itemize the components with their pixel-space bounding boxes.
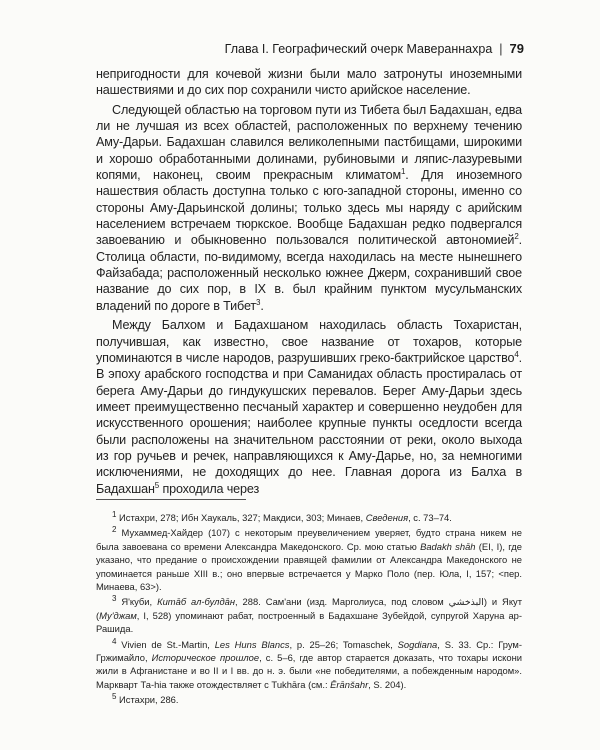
footnote-3-text-b: , 288. Сам'ани (изд. Марголиуса, под словом xyxy=(235,596,449,608)
footnote-4-italic-c: Историческое прошлое xyxy=(151,652,260,664)
paragraph-2-text-d: . xyxy=(260,298,264,313)
footnote-2 xyxy=(96,526,522,593)
footnote-ref-2: 2 xyxy=(514,232,519,242)
footnotes xyxy=(96,511,522,709)
chapter-title: Глава I. Географический очерк Мавераннахра xyxy=(224,42,493,56)
footnote-4-italic-a: Les Huns Blancs xyxy=(214,638,290,650)
footnote-5-mark: 5 xyxy=(112,692,117,702)
paragraph-3-text-c: проходила через xyxy=(159,481,260,496)
paragraph-2-text-a: Следующей областью на торговом пути из Тибета был Бадахшан, едва ли не лучшая из всех областей, расположенных по верхнему течению Аму-Дарьи. Бадахшан славился великолепными пастбищами, широкими и хорошо обработанными долинами, рубиновыми и ляпис-лазуревыми копями, наконец, своим прекрасным климатом xyxy=(96,102,522,183)
footnote-ref-1: 1 xyxy=(400,166,406,176)
footnote-2-mark: 2 xyxy=(112,525,117,535)
page-number: 79 xyxy=(509,41,524,56)
footnote-5 xyxy=(96,693,522,706)
running-header xyxy=(96,41,524,56)
footnote-4 xyxy=(96,638,522,692)
footnote-3-italic-b: Му'джам xyxy=(99,609,137,621)
footnote-ref-3: 3 xyxy=(256,297,261,307)
paragraph-3-text-b: . В эпоху арабского господства и при Саманидах область простиралась от берега Аму-Дарьи до гиндукушских перевалов. Берег Аму-Дарьи здесь имеет преимущественно песчаный характер и совершенно неудобен для искусственного орошения; наиболее крупные пункты оседлости всегда были расположены на значительном расстоянии от реки, около выхода из гор ручьев и речек, направляющихся к Аму-Дарье, но, за немногими исключениями, не доходящих до нее. Главная дорога из Балха в Бадахшан xyxy=(96,350,522,496)
footnote-3-italic-a: Китāб ал-булдāн xyxy=(157,596,236,608)
footnote-4-text-d: , с. 5–6, где автор старается доказать, что тохары искони жили в Афганистане и во II и I вв. до н. э. были «не победителями, а побежденным народом». Маркварт Та-hia также отождествляет с Tukhāra (см.: xyxy=(96,652,522,690)
paragraph-2-text-b: . Для иноземного нашествия область доступна только с юго-западной стороны, именно со стороны Аму-Дарьинской долины; только здесь мы наряду с арийским населением встречаем тюркское. Вообще Бадахшан редко подвергался завоеванию и обыкновенно пользовался политической автономией xyxy=(96,168,522,248)
footnote-4-text-e: , S. 204). xyxy=(368,678,407,690)
footnote-4-text-a: Vivien de St.-Martin, xyxy=(116,638,215,650)
footnote-divider xyxy=(96,499,246,500)
footnote-1-text: Истахри, 278; Ибн Хаукаль, 327; Макдиси, 303; Минаев, xyxy=(116,512,366,523)
paragraph-3 xyxy=(96,317,522,497)
footnote-4-text-b: , p. 25–26; Tomaschek, xyxy=(289,638,398,650)
footnote-4-italic-d: Ērānšahr xyxy=(330,678,369,690)
footnote-3 xyxy=(96,595,522,635)
footnote-1-mark: 1 xyxy=(112,509,117,519)
footnote-2-text-b: (EI, I), где указано, что предание о происхождении правящей фамилии от Александра Македонского не упоминается раньше XIII в.; оно впервые встречается у Марко Поло (пер. Юла, I, 157; <пер. Минаева, 63>). xyxy=(96,540,522,593)
paragraph-2-text-c: . Столица области, по-видимому, всегда находилась на месте нынешнего Файзабада; расположенный несколько южнее Джерм, сохранивший свое название до сих пор, в IX в. был крайним пунктом мусульманских владений по дороге в Тибет xyxy=(96,233,522,313)
footnote-2-text-a: Мухаммед-Хайдер (107) с некоторым преувеличением уверяет, будто страна никем не была завоевана со времени Александра Македонского. Ср. мою статью xyxy=(96,527,522,552)
footnote-5-text: Истахри, 286. xyxy=(116,694,179,706)
header-separator: | xyxy=(499,42,503,56)
footnote-3-text-d: , I, 528) упоминают рабат, построенный в Бадахшане Зубейдой, супругой Харуна ар-Рашида. xyxy=(96,609,522,635)
footnote-3-text-a: Я'куби, xyxy=(116,596,158,608)
footnote-3-arabic: البذخشي xyxy=(448,596,484,608)
paragraph-2 xyxy=(96,102,522,314)
footnote-3-text-c: ) и Якут ( xyxy=(96,596,523,621)
footnote-ref-5: 5 xyxy=(154,480,160,490)
footnote-1-end: , с. 73–74. xyxy=(408,512,452,523)
footnote-2-italic: Badakh shāh xyxy=(420,540,476,552)
footnote-ref-4: 4 xyxy=(514,349,519,359)
footnote-1 xyxy=(96,511,522,524)
footnote-3-mark: 3 xyxy=(112,594,117,604)
footnote-4-text-c: , S. 33. Ср.: Грум-Гржимайло, xyxy=(96,638,522,664)
paragraph-3-text-a: Между Балхом и Бадахшаном находилась область Тохаристан, получившая, как известно, свое название от тохаров, которые упоминаются в числе народов, разрушивших греко-бактрийское царство xyxy=(96,318,522,365)
footnote-4-mark: 4 xyxy=(112,636,117,646)
paragraph-1 xyxy=(96,66,522,99)
footnote-4-italic-b: Sogdiana xyxy=(397,638,438,650)
footnote-1-italic: Сведения xyxy=(365,512,409,523)
main-text xyxy=(96,66,522,497)
paragraph-1-text: непригодности для кочевой жизни были мало затронуты иноземными нашествиями и до сих пор сохранили чисто арийское население. xyxy=(96,67,522,98)
